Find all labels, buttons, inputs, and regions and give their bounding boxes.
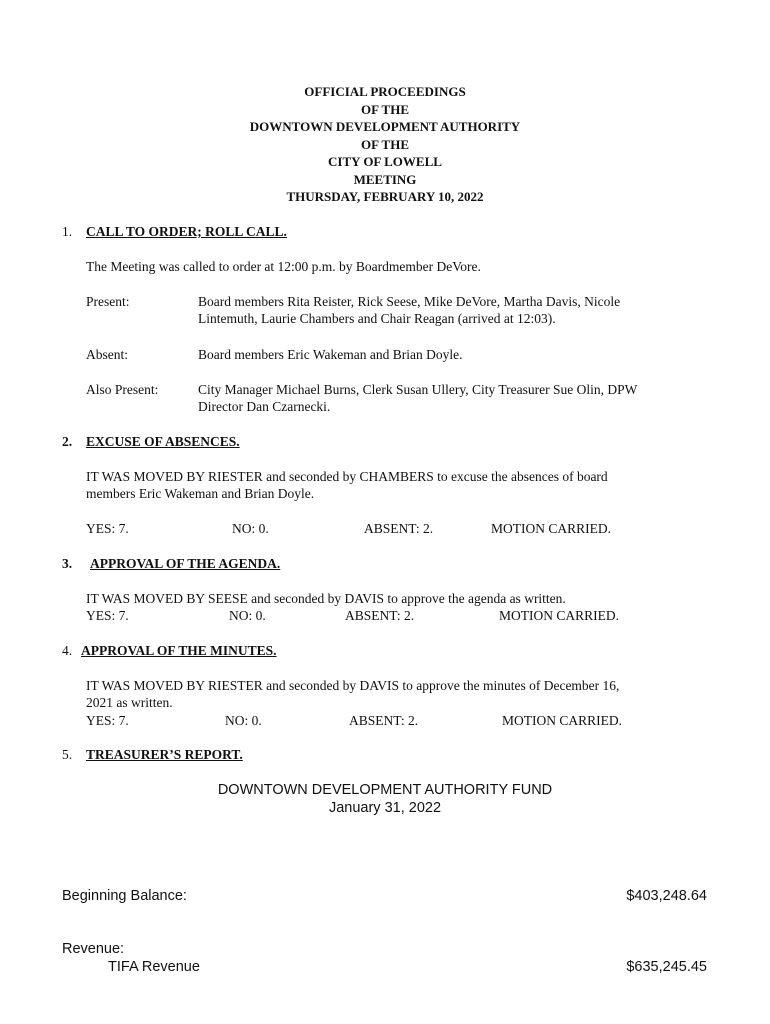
section-heading: EXCUSE OF ABSENCES. bbox=[86, 434, 240, 449]
also-present-label: Also Present: bbox=[86, 382, 159, 397]
motion-text: 2021 as written. bbox=[86, 695, 173, 710]
header-line: THURSDAY, FEBRUARY 10, 2022 bbox=[286, 189, 484, 204]
paragraph: The Meeting was called to order at 12:00 p.m. by Boardmember DeVore. bbox=[86, 259, 481, 274]
also-present-value: City Manager Michael Burns, Clerk Susan Ullery, City Treasurer Sue Olin, DPW bbox=[198, 382, 638, 397]
section-heading: APPROVAL OF THE MINUTES. bbox=[81, 643, 277, 658]
fund-title: DOWNTOWN DEVELOPMENT AUTHORITY FUND bbox=[217, 782, 553, 798]
vote-no: NO: 0. bbox=[225, 713, 262, 728]
vote-yes: YES: 7. bbox=[86, 521, 129, 536]
header-line: CITY OF LOWELL bbox=[328, 154, 442, 169]
section-number: 5. bbox=[62, 747, 73, 762]
fund-date: January 31, 2022 bbox=[328, 800, 442, 816]
section-number: 3. bbox=[62, 556, 73, 571]
vote-no: NO: 0. bbox=[232, 521, 269, 536]
vote-yes: YES: 7. bbox=[86, 713, 129, 728]
vote-absent: ABSENT: 2. bbox=[364, 521, 434, 536]
header-line: OF THE bbox=[360, 136, 410, 152]
absent-label: Absent: bbox=[86, 347, 128, 362]
header-line: OF THE bbox=[360, 101, 410, 117]
vote-result: MOTION CARRIED. bbox=[499, 608, 619, 623]
section-heading: TREASURER’S REPORT. bbox=[86, 747, 243, 762]
section-number: 1. bbox=[62, 224, 73, 239]
revenue-label: Revenue: bbox=[62, 941, 125, 957]
present-value: Lintemuth, Laurie Chambers and Chair Reagan (arrived at 12:03). bbox=[198, 311, 556, 326]
tifa-revenue-label: TIFA Revenue bbox=[108, 959, 200, 975]
fund-report-header bbox=[0, 781, 770, 817]
vote-result: MOTION CARRIED. bbox=[502, 713, 622, 728]
absent-value: Board members Eric Wakeman and Brian Doyle. bbox=[198, 347, 463, 362]
present-value: Board members Rita Reister, Rick Seese, Mike DeVore, Martha Davis, Nicole bbox=[198, 294, 621, 309]
motion-text: IT WAS MOVED BY RIESTER and seconded by CHAMBERS to excuse the absences of board bbox=[86, 469, 608, 484]
motion-text: IT WAS MOVED BY RIESTER and seconded by DAVIS to approve the minutes of December 16, bbox=[86, 678, 620, 693]
present-label: Present: bbox=[86, 294, 130, 309]
section-number: 2. bbox=[62, 434, 73, 449]
vote-yes: YES: 7. bbox=[86, 608, 129, 623]
header-line: MEETING bbox=[353, 171, 417, 187]
beginning-balance-value: $403,248.64 bbox=[626, 888, 707, 904]
section-number: 4. bbox=[62, 643, 73, 658]
vote-absent: ABSENT: 2. bbox=[349, 713, 419, 728]
tifa-revenue-value: $635,245.45 bbox=[626, 959, 707, 975]
section-heading: CALL TO ORDER; ROLL CALL. bbox=[86, 224, 287, 239]
document-header bbox=[0, 83, 770, 206]
beginning-balance-label: Beginning Balance: bbox=[62, 888, 187, 904]
section-heading: APPROVAL OF THE AGENDA. bbox=[90, 556, 281, 571]
header-line: OFFICIAL PROCEEDINGS bbox=[304, 84, 466, 99]
vote-absent: ABSENT: 2. bbox=[345, 608, 415, 623]
vote-no: NO: 0. bbox=[229, 608, 266, 623]
motion-text: members Eric Wakeman and Brian Doyle. bbox=[86, 486, 315, 501]
header-line: DOWNTOWN DEVELOPMENT AUTHORITY bbox=[249, 119, 521, 134]
also-present-value: Director Dan Czarnecki. bbox=[198, 399, 331, 414]
motion-text: IT WAS MOVED BY SEESE and seconded by DAVIS to approve the agenda as written. bbox=[86, 591, 566, 606]
vote-result: MOTION CARRIED. bbox=[491, 521, 611, 536]
